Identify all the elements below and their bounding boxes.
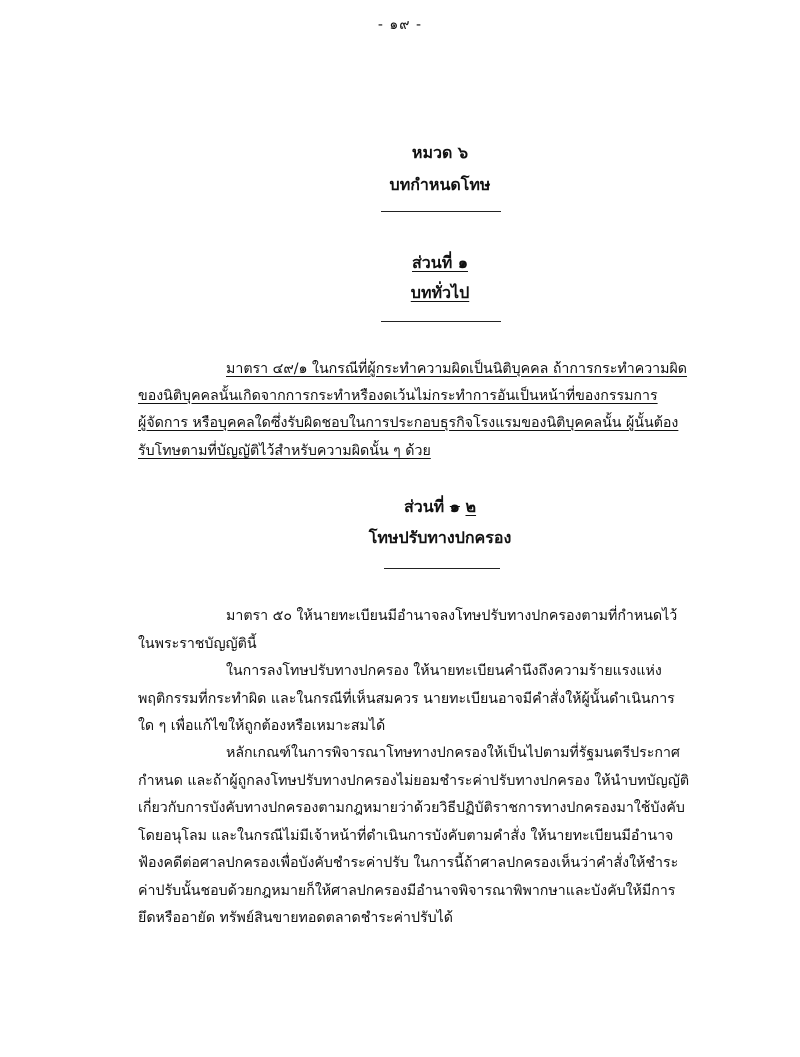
part2-title: โทษปรับทางปกครอง: [368, 528, 512, 547]
page-number: - ๑๙ -: [377, 17, 423, 33]
chapter-number: หมวด ๖: [411, 143, 469, 162]
section-49-1-line: มาตรา ๔๙/๑ ในกรณีที่ผู้กระทำความผิดเป็นนิติบุคคล ถ้าการกระทำความผิด: [226, 361, 688, 377]
section-49-1-line: ของนิติบุคคลนั้นเกิดจากการกระทำหรืองดเว้นไม่กระทำการอันเป็นหน้าที่ของกรรมการ: [138, 388, 658, 404]
section-50-line: กำหนด และถ้าผู้ถูกลงโทษปรับทางปกครองไม่ยอมชำระค่าปรับทางปกครอง ให้นำบทบัญญัติ: [138, 773, 690, 789]
section-50-line: ฟ้องคดีต่อศาลปกครองเพื่อบังคับชำระค่าปรับ ในการนี้ถ้าศาลปกครองเห็นว่าคำสั่งให้ชำระ: [138, 855, 679, 871]
section-50-line: พฤติกรรมที่กระทำผิด และในกรณีที่เห็นสมควร นายทะเบียนอาจมีคำสั่งให้ผู้นั้นดำเนินการ: [138, 691, 675, 707]
chapter-title: บทกำหนดโทษ: [389, 175, 491, 194]
section-49-1-line: รับโทษตามที่บัญญัติไว้สำหรับความผิดนั้น ๆ ด้วย: [138, 443, 431, 459]
part2-number: [0, 495, 800, 520]
separator-rule: [381, 211, 501, 212]
section-50-line: หลักเกณฑ์ในการพิจารณาโทษทางปกครองให้เป็นไปตามที่รัฐมนตรีประกาศ: [226, 745, 680, 761]
section-50-line: ในพระราชบัญญัตินี้: [138, 636, 257, 652]
part2-number-new: ๒: [465, 497, 477, 516]
part1-number: ส่วนที่ ๑: [412, 253, 468, 272]
part2-number-prefix: ส่วนที่: [403, 497, 450, 516]
section-49-1-line: ผู้จัดการ หรือบุคคลใดซึ่งรับผิดชอบในการประกอบธุรกิจโรงแรมของนิติบุคคลนั้น ผู้นั้นต้อง: [138, 415, 679, 431]
section-50-line: โดยอนุโลม และในกรณีไม่มีเจ้าหน้าที่ดำเนินการบังคับตามคำสั่ง ให้นายทะเบียนมีอำนาจ: [138, 828, 674, 844]
section-50-line: เกี่ยวกับการบังคับทางปกครองตามกฎหมายว่าด้วยวิธีปฏิบัติราชการทางปกครองมาใช้บังคับ: [138, 800, 685, 816]
section-50-line: มาตรา ๕๐ ให้นายทะเบียนมีอำนาจลงโทษปรับทางปกครองตามที่กำหนดไว้: [226, 608, 678, 624]
section-50-line: ใด ๆ เพื่อแก้ไขให้ถูกต้องหรือเหมาะสมได้: [138, 718, 386, 734]
separator-rule: [381, 321, 501, 322]
section-50-line: ยึดหรืออายัด ทรัพย์สินขายทอดตลาดชำระค่าปรับได้: [138, 910, 453, 926]
part1-title: บททั่วไป: [410, 283, 470, 302]
part2-number-struck: ๑: [449, 497, 460, 516]
section-50-line: ในการลงโทษปรับทางปกครอง ให้นายทะเบียนคำนึงถึงความร้ายแรงแห่ง: [226, 663, 662, 679]
separator-rule: [384, 568, 500, 569]
section-50-line: ค่าปรับนั้นชอบด้วยกฎหมายก็ให้ศาลปกครองมีอำนาจพิจารณาพิพากษาและบังคับให้มีการ: [138, 883, 676, 899]
